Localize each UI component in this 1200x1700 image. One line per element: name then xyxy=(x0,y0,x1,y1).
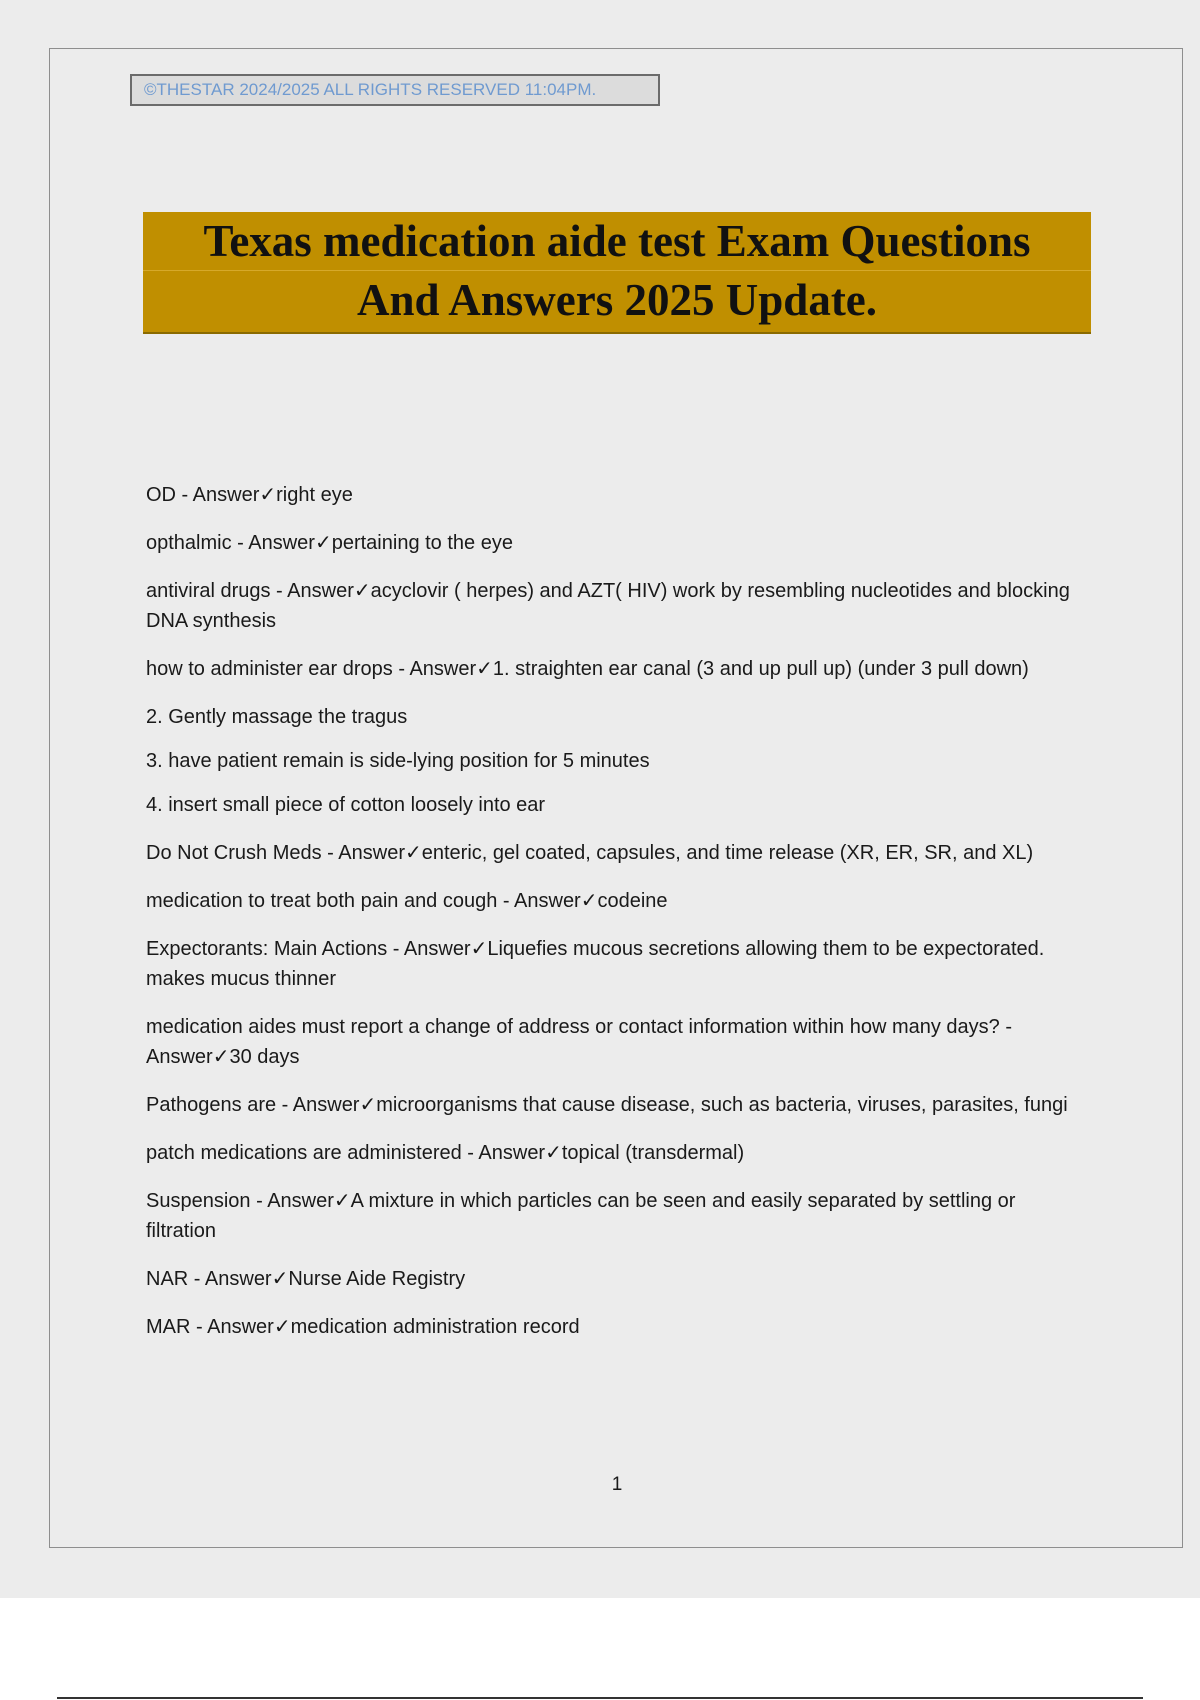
answer-marker: Answer✓ xyxy=(267,1190,351,1212)
qa-item xyxy=(146,1012,1091,1072)
qa-question: Expectorants: Main Actions - xyxy=(146,938,404,960)
answer-marker: Answer✓ xyxy=(338,842,422,864)
qa-item xyxy=(146,1312,1091,1342)
qa-question: opthalmic - xyxy=(146,532,249,554)
qa-answer: Liquefies mucous secretions allowing them to be expectorated. makes mucus thinner xyxy=(146,938,1045,990)
qa-question: Do Not Crush Meds - xyxy=(146,842,339,864)
qa-step: 2. Gently massage the tragus xyxy=(146,706,408,728)
qa-question: NAR - xyxy=(146,1268,205,1290)
answer-marker: Answer✓ xyxy=(409,658,493,680)
qa-item xyxy=(146,1186,1091,1246)
qa-item xyxy=(146,654,1091,684)
answer-marker: Answer✓ xyxy=(146,1046,230,1068)
qa-item xyxy=(146,480,1091,510)
answer-marker: Answer✓ xyxy=(292,1094,377,1116)
qa-answer: right eye xyxy=(276,484,353,506)
qa-answer: 1. straighten ear canal (3 and up pull up) (under 3 pull down) xyxy=(492,658,1029,680)
qa-answer: codeine xyxy=(597,890,668,912)
qa-answer: 30 days xyxy=(229,1046,300,1068)
answer-marker: Answer✓ xyxy=(192,484,277,506)
qa-answer: Nurse Aide Registry xyxy=(288,1268,466,1290)
qa-item xyxy=(146,838,1091,868)
qa-answer: medication administration record xyxy=(290,1316,580,1338)
qa-question: patch medications are administered - xyxy=(146,1142,479,1164)
qa-answer: acyclovir ( herpes) and AZT( HIV) work by resembling nucleotides and blocking DNA synthesis xyxy=(146,580,1070,632)
qa-item xyxy=(146,528,1091,558)
title-line-1: Texas medication aide test Exam Questions xyxy=(143,212,1091,271)
qa-question: medication to treat both pain and cough - xyxy=(146,890,515,912)
qa-answer: A mixture in which particles can be seen and easily separated by settling or filtration xyxy=(146,1190,1016,1242)
qa-step: 4. insert small piece of cotton loosely into ear xyxy=(146,794,546,816)
answer-marker: Answer✓ xyxy=(248,532,332,554)
qa-question: Suspension - xyxy=(146,1190,268,1212)
qa-question: how to administer ear drops - xyxy=(146,658,410,680)
qa-answer: microorganisms that cause disease, such as bacteria, viruses, parasites, fungi xyxy=(376,1094,1068,1116)
qa-step: 3. have patient remain is side-lying position for 5 minutes xyxy=(146,750,650,772)
answer-marker: Answer✓ xyxy=(287,580,371,602)
qa-item xyxy=(146,1090,1091,1120)
qa-question: MAR - xyxy=(146,1316,208,1338)
qa-answer: topical (transdermal) xyxy=(561,1142,745,1164)
qa-list xyxy=(146,480,1091,1360)
qa-question: Pathogens are - xyxy=(146,1094,293,1116)
answer-marker: Answer✓ xyxy=(204,1268,289,1290)
title-banner xyxy=(143,212,1091,334)
divider-line xyxy=(57,1697,1143,1699)
qa-item xyxy=(146,934,1091,994)
qa-answer: pertaining to the eye xyxy=(331,532,513,554)
qa-item xyxy=(146,1264,1091,1294)
copyright-notice: ©THESTAR 2024/2025 ALL RIGHTS RESERVED 11:04PM. xyxy=(130,74,660,106)
qa-question: OD - xyxy=(146,484,193,506)
title-line-2: And Answers 2025 Update. xyxy=(356,275,878,325)
qa-question: antiviral drugs - xyxy=(146,580,288,602)
qa-item xyxy=(146,576,1091,636)
qa-question: medication aides must report a change of address or contact information within how many days? - xyxy=(146,1016,1012,1038)
answer-marker: Answer✓ xyxy=(403,938,488,960)
answer-marker: Answer✓ xyxy=(207,1316,291,1338)
qa-answer: enteric, gel coated, capsules, and time release (XR, ER, SR, and XL) xyxy=(421,842,1034,864)
qa-item xyxy=(146,1138,1091,1168)
answer-marker: Answer✓ xyxy=(514,890,598,912)
page-number: 1 xyxy=(611,1474,623,1495)
qa-item xyxy=(146,886,1091,916)
answer-marker: Answer✓ xyxy=(478,1142,562,1164)
